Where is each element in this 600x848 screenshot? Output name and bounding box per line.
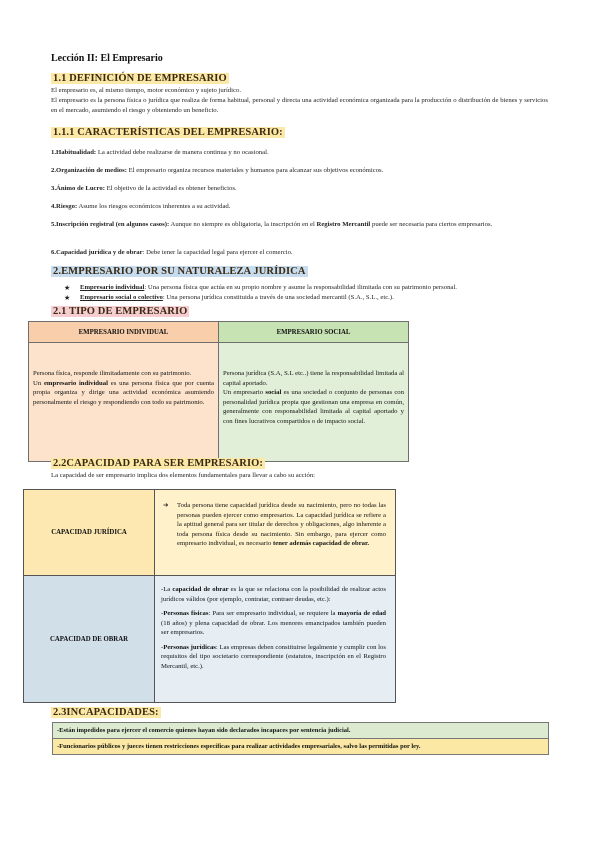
- definition-line-1: El empresario es, al mismo tiempo, motor económico y sujeto jurídico.: [51, 87, 241, 94]
- entrepreneur-type-table: [28, 321, 409, 462]
- characteristic-item: 3.Ánimo de Lucro: El objetivo de la actividad es obtener beneficios.: [51, 185, 237, 192]
- section-2-3-heading: 2.3INCAPACIDADES:: [53, 707, 159, 718]
- nature-list: [64, 283, 544, 303]
- section-2-heading: 2.EMPRESARIO POR SU NATURALEZA JURÍDICA: [53, 266, 306, 277]
- capacity-table: [23, 489, 396, 703]
- characteristic-item: 1.Habitualidad: La actividad debe realizarse de manera continua y no ocasional.: [51, 149, 269, 156]
- list-item: ★ Empresario social o colectivo: Una persona jurídica constituida a través de una sociedad mercantil (S.A., S.L., etc.).: [64, 294, 394, 302]
- section-1-1-1-heading: 1.1.1 CARACTERÍSTICAS DEL EMPRESARIO:: [53, 127, 283, 138]
- star-icon: ★: [64, 294, 71, 302]
- section-2-1-heading: 2.1 TIPO DE EMPRESARIO: [53, 306, 188, 317]
- definition-line-2: El empresario es la persona física o jurídica que realiza de forma habitual, personal y directa una actividad económica organizada para la producción o distribución de bienes y servicios en el mercado, asumiendo el riesgo y obteniendo un beneficio.: [51, 97, 548, 114]
- characteristic-item: 6.Capacidad jurídica y de obrar: Debe tener la capacidad legal para ejercer el comercio.: [51, 249, 293, 256]
- capacity-intro: La capacidad de ser empresario implica dos elementos fundamentales para llevar a cabo su acción:: [51, 472, 316, 479]
- individual-cell: Persona física, responde ilimitadamente con su patrimonio. Un empresario individual es una persona física que por cuenta propia organiza y dirige una actividad económica asumiendo personalmente el riesgo y respondiendo con todo su patrimonio.: [29, 343, 219, 462]
- star-icon: ★: [64, 284, 71, 292]
- individual-header: EMPRESARIO INDIVIDUAL: [29, 322, 219, 343]
- section-1-1-heading: 1.1 DEFINICIÓN DE EMPRESARIO: [53, 73, 227, 84]
- list-item: ★ Empresario individual: Una persona física que actúa en su propio nombre y asume la responsabilidad ilimitada con su patrimonio personal.: [64, 284, 457, 292]
- characteristic-item: 2.Organización de medios: El empresario organiza recursos materiales y humanos para alcanzar sus objetivos económicos.: [51, 167, 384, 174]
- incapacity-row: -Están impedidos para ejercer el comercio quienes hayan sido declarados incapaces por sentencia judicial.: [53, 723, 549, 739]
- characteristic-item: 4.Riesgo: Asume los riesgos económicos inherentes a su actividad.: [51, 203, 231, 210]
- section-2-2-heading: 2.2CAPACIDAD PARA SER EMPRESARIO:: [53, 458, 263, 469]
- social-header: EMPRESARIO SOCIAL: [219, 322, 409, 343]
- legal-capacity-cell: ➔ Toda persona tiene capacidad jurídica desde su nacimiento, pero no todas las personas pueden ejercer como empresarios. La capacidad jurídica se refiere a la aptitud general para ser titular de derechos y obligaciones, algo inherente a toda persona física desde su nacimiento. Sin embargo, para ejercer como empresario individual, es necesario tener además capacidad de obrar.: [155, 490, 396, 576]
- acting-capacity-cell: -La capacidad de obrar es la que se relaciona con la posibilidad de realizar actos jurídicos válidos (por ejemplo, contratar, contraer deudas, etc.): -Personas físicas: Para ser empresario individual, se requiere la mayoría de edad (18 años) y plena capacidad de obrar. Los menores emancipados también pueden ser empresarios. -Personas jurídicas: Las empresas deben constituirse legalmente y cumplir con los requisitos del tipo societario correspondiente (estatutos, inscripción en el Registro Mercantil, etc.).: [155, 576, 396, 703]
- legal-capacity-label: CAPACIDAD JURÍDICA: [24, 490, 155, 576]
- incapacity-row: -Funcionarios públicos y jueces tienen restricciones específicas para realizar actividades empresariales, salvo las permitidas por ley.: [53, 739, 549, 755]
- lesson-title: Lección II: El Empresario: [51, 53, 163, 64]
- acting-capacity-label: CAPACIDAD DE OBRAR: [24, 576, 155, 703]
- arrow-right-icon: ➔: [163, 502, 169, 509]
- incapacities-table: [52, 722, 549, 755]
- section-1-1-body: [51, 86, 548, 116]
- characteristic-item: 5.Inscripción registral (en algunos casos): Aunque no siempre es obligatoria, la inscripción en el Registro Mercantil puede ser necesaria para ciertos empresarios.: [51, 221, 493, 228]
- social-cell: Persona jurídica (S.A, S.L etc..) tiene la responsabilidad limitada al capital aportado. Un empresario social es una sociedad o conjunto de personas con personalidad jurídica propia que gestionan una empresa en común, generalmente con responsabilidad limitada al capital aportado y con fines lucrativos compartidos o de impacto social.: [219, 343, 409, 462]
